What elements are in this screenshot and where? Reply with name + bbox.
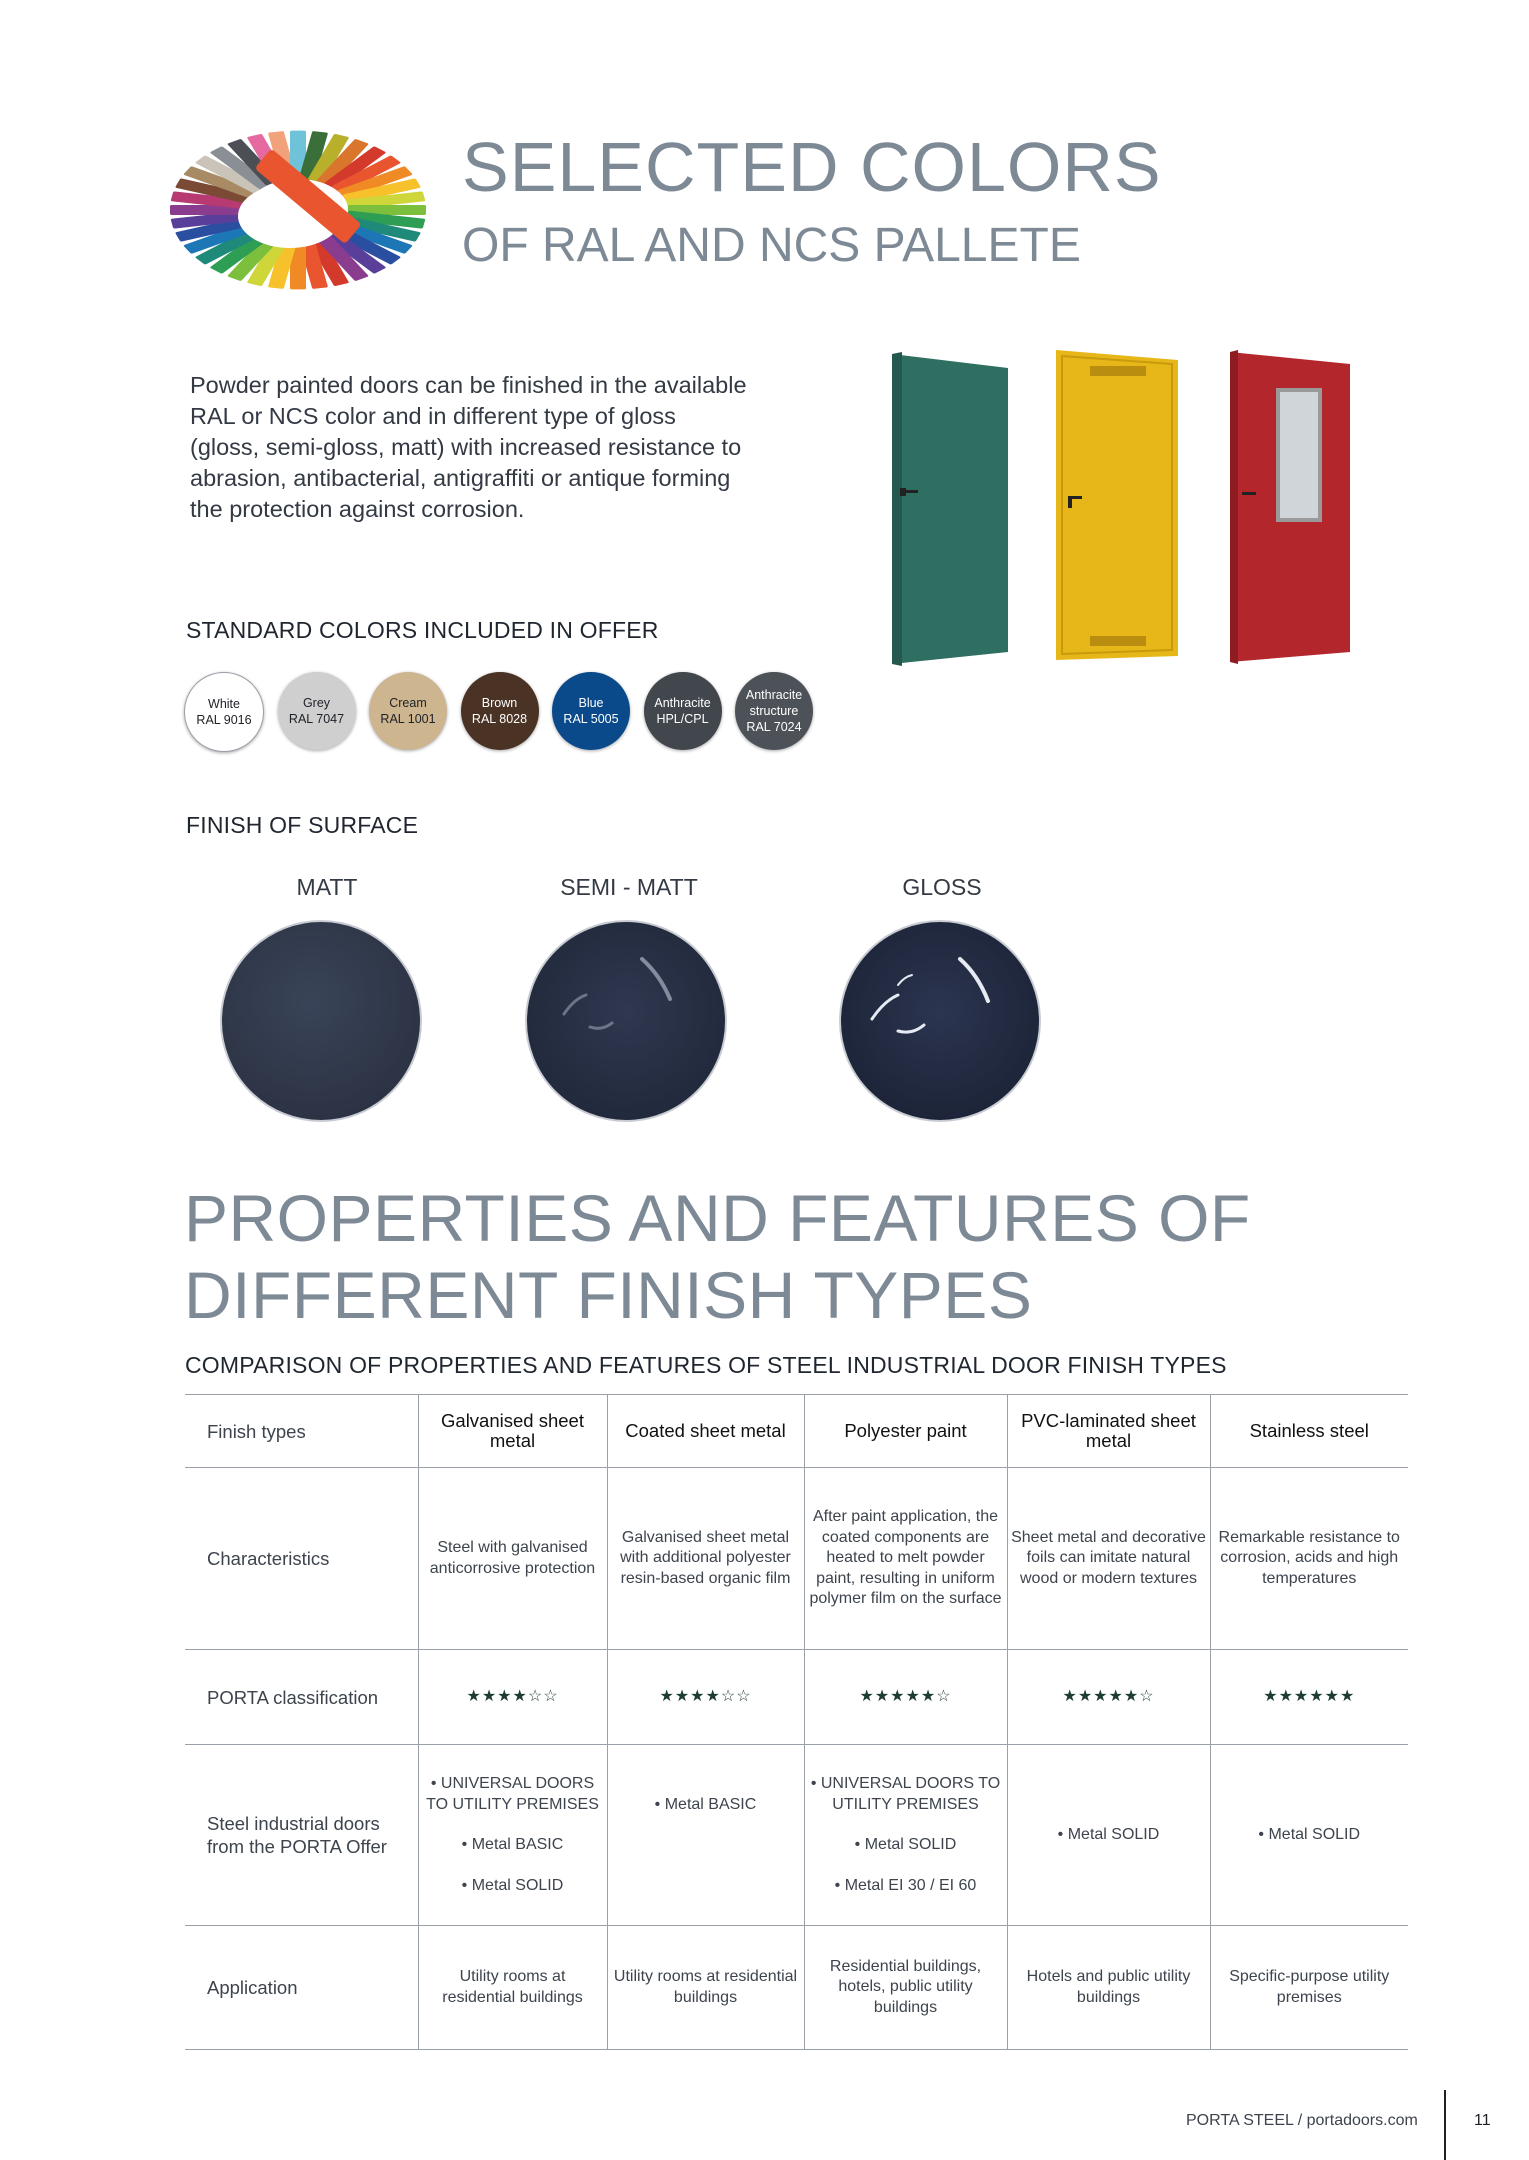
table-cell <box>418 1745 607 1926</box>
color-swatch <box>461 672 539 750</box>
swatch-label: Cream <box>389 696 427 710</box>
table-cell: Specific-purpose utility premises <box>1210 1926 1408 2050</box>
table-row <box>185 1926 1408 2050</box>
matt-finish-sample <box>219 919 424 1124</box>
swatch-label: Grey <box>302 696 331 710</box>
finish-comparison-table <box>185 1394 1408 2050</box>
table-cell: Utility rooms at residential buildings <box>607 1926 804 2050</box>
table-row <box>185 1650 1408 1745</box>
color-swatch-list <box>184 672 813 754</box>
table-cell: After paint application, the coated components are heated to melt powder paint, resulting in uniform polymer film on the surface <box>804 1468 1007 1650</box>
column-header: Stainless steel <box>1210 1395 1408 1468</box>
swatch-label: RAL 8028 <box>471 712 528 726</box>
color-swatch <box>278 672 356 750</box>
offer-item: • Metal SOLID <box>461 1876 564 1894</box>
offer-item: • Metal BASIC <box>654 1796 757 1813</box>
finish-label-matt: MATT <box>296 874 358 900</box>
star-rating: ★★★★★★ <box>1210 1650 1408 1745</box>
table-cell <box>1210 1745 1408 1926</box>
finish-label-gloss: GLOSS <box>902 874 982 900</box>
footer-brand: PORTA STEEL / portadoors.com <box>1186 2112 1418 2129</box>
color-swatch <box>735 672 813 750</box>
ral-color-fan-image <box>148 110 433 305</box>
table-cell: Remarkable resistance to corrosion, acids and high temperatures <box>1210 1468 1408 1650</box>
column-header: Coated sheet metal <box>607 1395 804 1468</box>
column-header: Galvanised sheet metal <box>418 1395 607 1468</box>
offer-item: • UNIVERSAL DOORS TO UTILITY PREMISES <box>426 1775 599 1813</box>
gloss-finish-sample <box>838 919 1043 1124</box>
swatch-label: White <box>208 697 240 711</box>
table-cell: Residential buildings, hotels, public utility buildings <box>804 1926 1007 2050</box>
page-subtitle: OF RAL AND NCS PALLETE <box>462 219 1081 272</box>
yellow-door <box>1056 350 1178 660</box>
swatch-label: Blue <box>578 696 604 710</box>
swatch-label: RAL 9016 <box>196 713 252 727</box>
green-door <box>892 352 1008 666</box>
swatch-label: HPL/CPL <box>656 712 709 726</box>
star-rating: ★★★★☆☆ <box>418 1650 607 1745</box>
swatch-label: structure <box>749 704 799 718</box>
swatch-label: Anthracite <box>745 688 803 702</box>
standard-colors-heading: STANDARD COLORS INCLUDED IN OFFER <box>186 617 659 643</box>
properties-title: PROPERTIES AND FEATURES OF DIFFERENT FINISH TYPES <box>184 1181 1251 1332</box>
color-swatch <box>552 672 630 750</box>
table-cell: Utility rooms at residential buildings <box>418 1926 607 2050</box>
table-row <box>185 1745 1408 1926</box>
table-cell: Steel with galvanised anticorrosive protection <box>418 1468 607 1650</box>
semi-matt-finish-sample <box>524 919 729 1124</box>
row-label: Application <box>185 1926 418 2050</box>
row-label: Characteristics <box>185 1468 418 1650</box>
swatch-label: RAL 7024 <box>746 720 802 734</box>
offer-item: • Metal SOLID <box>1057 1825 1160 1843</box>
offer-item: • UNIVERSAL DOORS TO UTILITY PREMISES <box>810 1775 1001 1813</box>
star-rating: ★★★★☆☆ <box>607 1650 804 1745</box>
row-label: Steel industrial doors from the PORTA Offer <box>185 1745 418 1926</box>
column-header: Finish types <box>185 1395 418 1468</box>
comparison-table-title: COMPARISON OF PROPERTIES AND FEATURES OF STEEL INDUSTRIAL DOOR FINISH TYPES <box>185 1352 1227 1378</box>
swatch-label: RAL 5005 <box>563 712 619 726</box>
footer-divider <box>1444 2090 1446 2160</box>
row-label: PORTA classification <box>185 1650 418 1745</box>
table-cell: Hotels and public utility buildings <box>1007 1926 1210 2050</box>
intro-paragraph: Powder painted doors can be finished in the available RAL or NCS color and in different type of gloss (gloss, semi-gloss, matt) with increased resistance to abrasion, antibacterial, antigraffiti or antique forming the protection against corrosion. <box>190 372 747 522</box>
color-swatch <box>184 672 264 752</box>
finish-heading: FINISH OF SURFACE <box>186 812 419 838</box>
swatch-label: Anthracite <box>654 696 711 710</box>
offer-item: • Metal SOLID <box>1258 1825 1361 1843</box>
swatch-label: RAL 7047 <box>288 712 345 726</box>
offer-item: • Metal BASIC <box>461 1836 564 1853</box>
column-header: PVC-laminated sheet metal <box>1007 1395 1210 1468</box>
red-door <box>1230 350 1350 664</box>
offer-item: • Metal SOLID <box>854 1836 957 1853</box>
color-swatch <box>369 672 447 750</box>
table-cell <box>1007 1745 1210 1926</box>
table-cell <box>804 1745 1007 1926</box>
door-samples-image <box>880 350 1360 670</box>
table-cell: Sheet metal and decorative foils can imitate natural wood or modern textures <box>1007 1468 1210 1650</box>
page-title: SELECTED COLORS <box>462 128 1162 206</box>
table-cell <box>607 1745 804 1926</box>
table-row <box>185 1468 1408 1650</box>
star-rating: ★★★★★☆ <box>804 1650 1007 1745</box>
column-header: Polyester paint <box>804 1395 1007 1468</box>
table-header-row <box>185 1395 1408 1468</box>
page-number: 11 <box>1474 2112 1491 2129</box>
swatch-label: RAL 1001 <box>380 712 436 726</box>
star-rating: ★★★★★☆ <box>1007 1650 1210 1745</box>
color-swatch <box>644 672 722 750</box>
offer-item: • Metal EI 30 / EI 60 <box>834 1876 977 1894</box>
swatch-label: Brown <box>481 696 518 710</box>
finish-label-semi-matt: SEMI - MATT <box>560 874 698 900</box>
table-cell: Galvanised sheet metal with additional polyester resin-based organic film <box>607 1468 804 1650</box>
